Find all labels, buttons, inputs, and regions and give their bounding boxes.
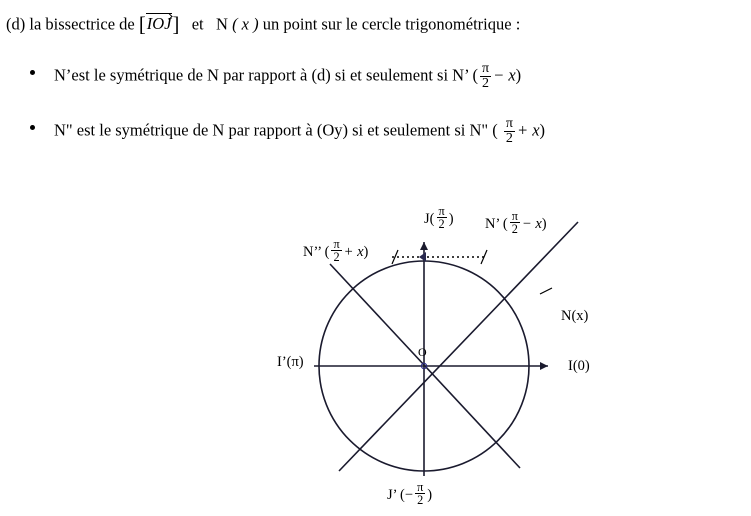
- intro-line: [6, 14, 520, 37]
- label-j-prime-sign: −: [404, 486, 414, 503]
- tick-n-icon: [540, 288, 552, 294]
- fraction-denominator: 2: [504, 131, 515, 146]
- intro-suffix: un point sur le cercle trigonométrique :: [262, 14, 521, 34]
- fraction-denominator: 2: [480, 76, 491, 91]
- bullet-2-text: N" est le symétrique de N par rapport à (Oy) si et seulement si N" (: [54, 120, 498, 140]
- list-item: [6, 117, 736, 146]
- vector-ioj: IOJ: [146, 14, 172, 34]
- list-item: [6, 62, 736, 91]
- fraction-denominator: 2: [331, 250, 341, 263]
- bullet-list: [6, 62, 736, 172]
- label-n-prime: N’ ( $\frac{\pi}{2}$ − x): [485, 209, 547, 237]
- bullet-1-fraction: [480, 62, 491, 91]
- bisector-line-d: [339, 222, 578, 471]
- label-n-double-prime-fraction: [331, 238, 341, 264]
- bullet-1-text-after: ): [515, 65, 522, 85]
- bullet-2-operator: + x: [516, 120, 540, 140]
- label-n-prime-text: N’: [485, 215, 500, 232]
- y-axis-arrow-icon: [420, 242, 428, 250]
- intro-middle: et: [191, 14, 204, 34]
- label-i-zero: I(0): [568, 358, 590, 374]
- fraction-numerator: π: [481, 61, 490, 76]
- x-axis-arrow-icon: [540, 362, 548, 370]
- bullet-2-text-after: ): [539, 120, 546, 140]
- bullet-1-text: N’est le symétrique de N par rapport à (d) si et seulement si N’ (: [54, 65, 478, 85]
- fraction-numerator: π: [417, 480, 424, 494]
- trigonometric-circle-figure: [0, 180, 751, 511]
- bullet-2-fraction: [504, 117, 515, 146]
- fraction-denominator: 2: [415, 493, 425, 506]
- label-i-prime: I’(π): [277, 354, 304, 370]
- label-origin: O: [418, 345, 427, 359]
- intro-point: N: [216, 14, 228, 34]
- intro-point-arg: ( x ): [232, 14, 259, 34]
- fraction-numerator: π: [333, 237, 340, 251]
- intro-prefix: (d) la bissectrice de: [6, 14, 135, 34]
- label-n-double-prime-text: N’’: [303, 243, 321, 260]
- label-j-prime-text: J’: [387, 486, 397, 503]
- label-n-double-prime-op: + x: [343, 243, 364, 260]
- bullet-1-operator: − x: [493, 65, 516, 85]
- label-n-prime-fraction: [510, 210, 520, 236]
- label-n-double-prime: N’’ ( $\frac{\pi}{2}$ + x): [303, 237, 369, 265]
- bullet-dot-icon: [30, 70, 35, 75]
- bracket-open: [: [138, 14, 146, 36]
- label-n-x: N(x): [561, 308, 589, 324]
- circle-diagram-svg: [0, 180, 751, 511]
- bracket-close: ]: [172, 14, 180, 36]
- fraction-denominator: 2: [437, 217, 447, 230]
- fraction-denominator: 2: [510, 222, 520, 235]
- label-j: J( $\frac{\pi}{2}$ ): [424, 204, 454, 232]
- fraction-numerator: π: [438, 204, 445, 218]
- label-j-text: J: [424, 210, 430, 227]
- label-j-fraction: [437, 205, 447, 231]
- bullet-dot-icon: [30, 125, 35, 130]
- label-j-prime-fraction: [415, 481, 425, 507]
- fraction-numerator: π: [505, 116, 513, 132]
- label-j-prime: J’ (− $\frac{\pi}{2}$ ): [387, 480, 433, 508]
- fraction-numerator: π: [511, 209, 518, 223]
- tick-right-icon: [481, 250, 487, 264]
- label-n-prime-op: − x: [521, 215, 542, 232]
